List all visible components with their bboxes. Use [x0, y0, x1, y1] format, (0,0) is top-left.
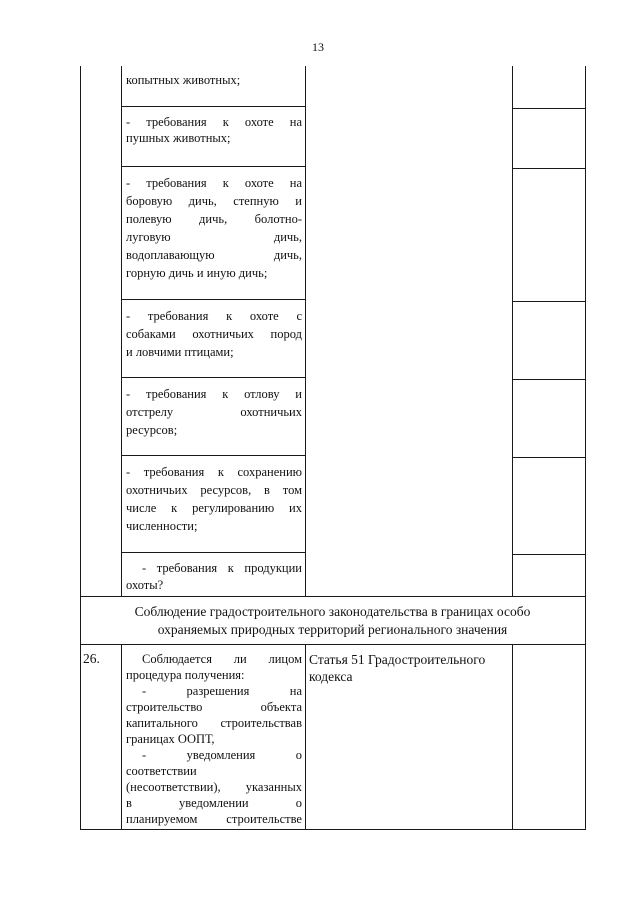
row-divider	[512, 108, 586, 109]
table-border	[585, 66, 586, 597]
cell-line: - требования к отлову и	[126, 387, 302, 401]
section-header	[80, 603, 585, 639]
cell-line: охоты?	[126, 578, 164, 592]
cell-line: - требования к сохранению	[126, 465, 302, 479]
cell-line: (несоответствии), указанных	[126, 780, 302, 794]
cell-line: капитального строительствав	[126, 716, 302, 730]
table-border	[121, 66, 122, 597]
cell-line: планируемом строительстве	[126, 812, 302, 826]
cell-line: - уведомления о	[142, 748, 302, 762]
cell-line: в уведомлении о	[126, 796, 302, 810]
cell-line: пушных животных;	[126, 131, 231, 145]
row-divider	[121, 106, 306, 107]
cell-line: численности;	[126, 519, 198, 533]
row-divider	[512, 379, 586, 380]
cell-line: собаками охотничьих пород	[126, 327, 302, 341]
cell-line: луговую дичь,	[126, 230, 302, 244]
table-border	[512, 66, 513, 597]
cell-line: процедура получения:	[126, 668, 245, 682]
cell-line: числе к регулированию их	[126, 501, 302, 515]
cell-line: - требования к охоте на	[126, 176, 302, 190]
row-divider	[512, 168, 586, 169]
table-border	[80, 66, 81, 597]
table-border	[512, 644, 513, 830]
cell-line: Соблюдается ли лицом	[142, 652, 302, 666]
table-cell-question	[126, 385, 302, 439]
page-number: 13	[312, 40, 324, 54]
row-divider	[121, 552, 306, 553]
table-cell-question	[126, 651, 302, 827]
cell-line: отстрелу охотничьих	[126, 405, 302, 419]
cell-line: полевую дичь, болотно-	[126, 212, 302, 226]
table-border	[80, 644, 586, 645]
row-divider	[121, 377, 306, 378]
cell-line: горную дичь и иную дичь;	[126, 266, 268, 280]
table-border	[121, 644, 122, 830]
table-cell-question	[126, 307, 302, 361]
cell-line: строительство объекта	[126, 700, 302, 714]
cell-line: границах ООПТ,	[126, 732, 215, 746]
table-border	[305, 66, 306, 597]
cell-line: - разрешения на	[142, 684, 302, 698]
legal-reference: Статья 51 Градостроительного кодекса	[309, 652, 486, 684]
cell-line: охотничьих ресурсов, в том	[126, 483, 302, 497]
cell-line: соответствии	[126, 764, 197, 778]
table-border	[80, 644, 81, 830]
table-border	[305, 644, 306, 830]
row-divider	[512, 301, 586, 302]
table-cell-question	[126, 72, 302, 88]
cell-line: - требования к охоте на	[126, 115, 302, 129]
cell-line: копытных животных;	[126, 73, 241, 87]
cell-line: водоплавающую дичь,	[126, 248, 302, 262]
cell-line: - требования к охоте с	[126, 309, 302, 323]
section-header-line: охраняемых природных территорий регионального значения	[157, 622, 508, 637]
cell-line: - требования к продукции	[142, 561, 302, 575]
cell-line: и ловчими птицами;	[126, 345, 234, 359]
row-divider	[512, 457, 586, 458]
row-divider	[121, 455, 306, 456]
table-border	[80, 596, 586, 597]
table-cell-question	[126, 463, 302, 535]
item-number: 26.	[83, 651, 100, 666]
row-divider	[121, 166, 306, 167]
cell-line: боровую дичь, степную и	[126, 194, 302, 208]
row-divider	[121, 299, 306, 300]
section-header-line: Соблюдение градостроительного законодательства в границах особо	[134, 604, 531, 619]
table-border	[585, 596, 586, 645]
table-cell-question	[126, 114, 302, 146]
row-divider	[512, 554, 586, 555]
table-border	[80, 829, 586, 830]
table-cell-question	[126, 560, 302, 594]
table-border	[585, 644, 586, 830]
table-cell-question	[126, 174, 302, 282]
cell-line: ресурсов;	[126, 423, 178, 437]
